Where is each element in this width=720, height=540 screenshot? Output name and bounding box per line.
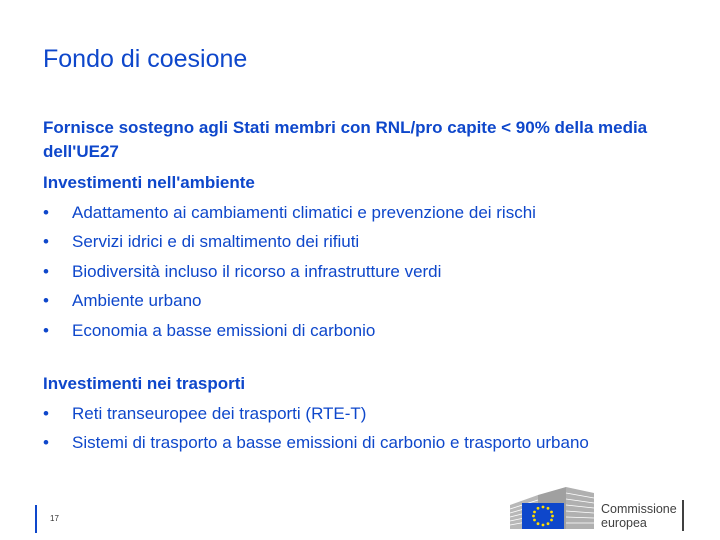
bullet-icon: •	[43, 232, 49, 251]
section-heading: Investimenti nell'ambiente	[43, 173, 255, 192]
list-item-text: Servizi idrici e di smaltimento dei rifiuti	[72, 232, 360, 251]
list-item-text: Biodiversità incluso il ricorso a infrastrutture verdi	[72, 261, 442, 281]
list-item-text: Adattamento ai cambiamenti climatici e prevenzione dei rischi	[72, 202, 536, 222]
section-heading: Investimenti nei trasporti	[43, 374, 246, 393]
list-item-text: Sistemi di trasporto a basse emissioni di carbonio e trasporto urbano	[72, 433, 589, 452]
list-item	[43, 428, 703, 458]
footer-accent-bar	[35, 505, 37, 533]
bullet-icon: •	[43, 433, 49, 452]
intro-text: Fornisce sostegno agli Stati membri con RNL/pro capite < 90% della media dell'UE27	[43, 118, 648, 161]
bullet-icon: •	[43, 320, 49, 340]
slide-title: Fondo di coesione	[43, 45, 248, 73]
logo-line-2: europea	[601, 516, 647, 530]
list-item-text: Reti transeuropee dei trasporti (RTE-T)	[72, 403, 367, 423]
eu-flag-icon	[522, 503, 564, 529]
list-item	[43, 316, 703, 346]
list-item	[43, 257, 703, 287]
bullet-icon: •	[43, 403, 49, 423]
section-transport	[43, 369, 703, 458]
logo-line-1: Commissione	[601, 502, 677, 516]
logo-divider	[682, 500, 684, 531]
spacer	[43, 345, 703, 369]
list-item-text: Ambiente urbano	[72, 291, 202, 310]
page-number: 17	[50, 514, 59, 523]
logo-wordmark	[601, 502, 677, 530]
bullet-list	[43, 399, 703, 458]
bullet-icon: •	[43, 261, 49, 281]
section-environment	[43, 168, 703, 345]
list-item	[43, 399, 703, 429]
list-item	[43, 227, 703, 257]
slide-body	[43, 116, 703, 458]
bullet-icon: •	[43, 202, 49, 222]
list-item	[43, 286, 703, 316]
list-item-text: Economia a basse emissioni di carbonio	[72, 320, 376, 340]
bullet-icon: •	[43, 291, 49, 310]
list-item	[43, 198, 703, 228]
bullet-list	[43, 198, 703, 346]
